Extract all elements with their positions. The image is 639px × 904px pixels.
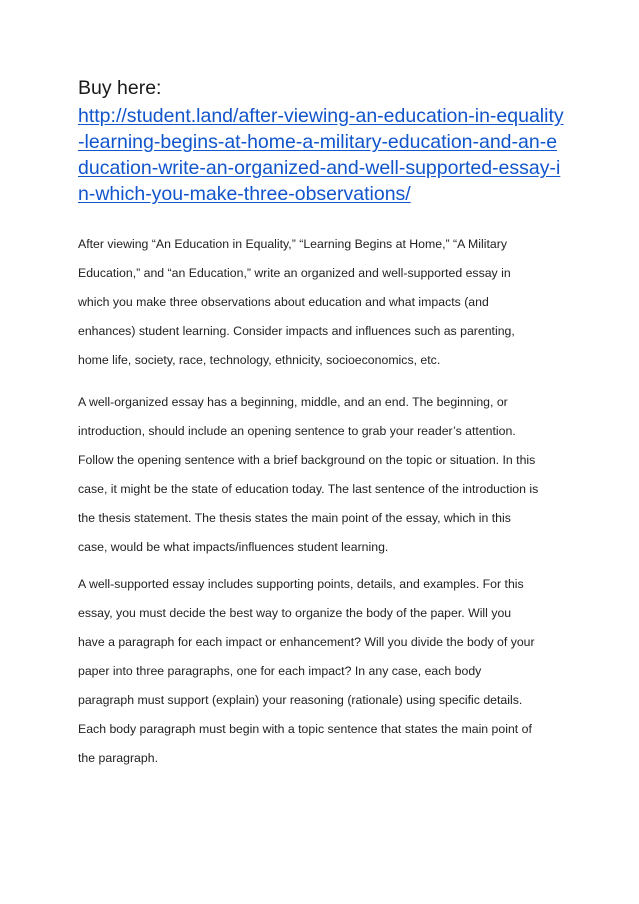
paragraph-assignment <box>78 230 568 375</box>
purchase-link-line-1[interactable]: http://student.land/after-viewing-an-education-in-equality <box>78 105 564 127</box>
paragraph-line: Each body paragraph must begin with a topic sentence that states the main point of <box>78 722 532 736</box>
purchase-link-line-4[interactable]: n-which-you-make-three-observations/ <box>78 183 411 205</box>
paragraph-line: paper into three paragraphs, one for each impact? In any case, each body <box>78 664 482 678</box>
paragraph-line: enhances) student learning. Consider impacts and influences such as parenting, <box>78 324 515 338</box>
paragraph-line: Education,” and “an Education,” write an organized and well-supported essay in <box>78 266 511 280</box>
paragraph-line: paragraph must support (explain) your reasoning (rationale) using specific details. <box>78 693 523 707</box>
paragraph-line: case, would be what impacts/influences student learning. <box>78 540 389 554</box>
paragraph-line: essay, you must decide the best way to organize the body of the paper. Will you <box>78 606 512 620</box>
paragraph-line: case, it might be the state of education today. The last sentence of the introduction is <box>78 482 539 496</box>
paragraph-line: Follow the opening sentence with a brief background on the topic or situation. In this <box>78 453 536 467</box>
buy-here-heading: Buy here: <box>78 77 162 99</box>
paragraph-line: After viewing “An Education in Equality,” “Learning Begins at Home,” “A Military <box>78 237 507 251</box>
paragraph-well-organized <box>78 388 568 562</box>
paragraph-line: the thesis statement. The thesis states the main point of the essay, which in this <box>78 511 511 525</box>
paragraph-line: the paragraph. <box>78 751 158 765</box>
paragraph-line: have a paragraph for each impact or enhancement? Will you divide the body of your <box>78 635 535 649</box>
purchase-link-line-2[interactable]: -learning-begins-at-home-a-military-education-and-an-e <box>78 131 558 153</box>
purchase-link[interactable] <box>78 103 568 207</box>
paragraph-well-supported <box>78 570 568 773</box>
paragraph-line: A well-organized essay has a beginning, middle, and an end. The beginning, or <box>78 395 508 409</box>
paragraph-line: home life, society, race, technology, ethnicity, socioeconomics, etc. <box>78 353 441 367</box>
purchase-link-line-3[interactable]: ducation-write-an-organized-and-well-supported-essay-i <box>78 157 561 179</box>
paragraph-line: which you make three observations about education and what impacts (and <box>78 295 489 309</box>
paragraph-line: A well-supported essay includes supporting points, details, and examples. For this <box>78 577 524 591</box>
paragraph-line: introduction, should include an opening sentence to grab your reader’s attention. <box>78 424 516 438</box>
